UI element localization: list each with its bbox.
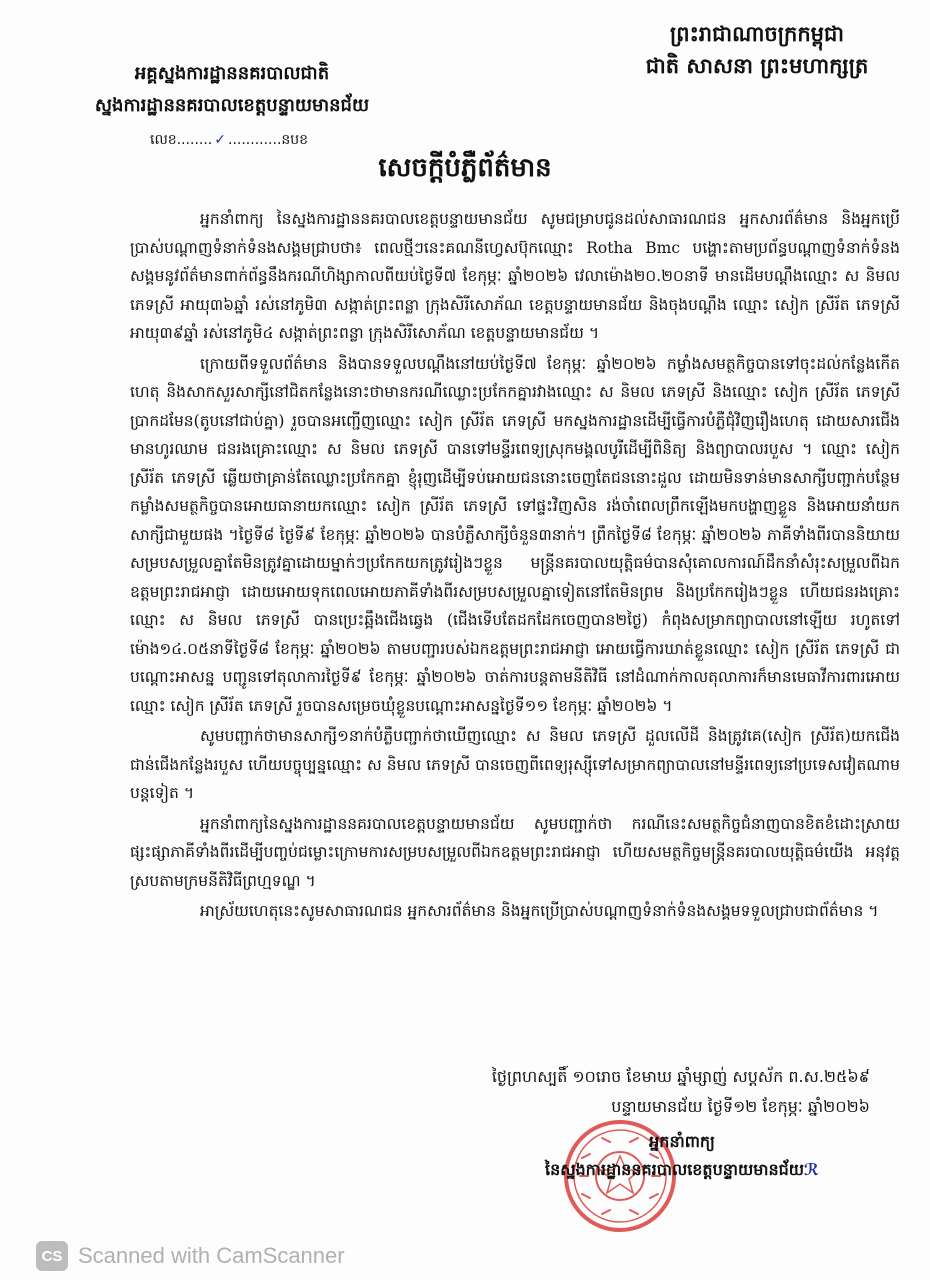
date-line (370, 1062, 870, 1122)
ref-mark: ✓ (214, 132, 226, 148)
ref-suffix: ............នបខ (228, 132, 309, 148)
document-title: សេចក្តីបំភ្លឺព័ត៌មាន (378, 153, 552, 183)
camscanner-logo-icon: CS (36, 1241, 68, 1271)
ministry-national: អគ្គស្នងការដ្ឋាននគរបាលជាតិ (134, 63, 330, 84)
signature-block (472, 1128, 892, 1184)
paragraph: អាស្រ័យហេតុនេះសូមសាធារណជន អ្នកសារព័ត៌មាន និងអ្នកប្រើប្រាស់បណ្តាញទំនាក់ទំនងសង្គមទទួលជ្រាបជាព័ត៌មាន ។ (200, 902, 879, 920)
kingdom-header (622, 18, 892, 82)
document-body (130, 205, 900, 928)
kingdom-name: ព្រះរាជាណាចក្រកម្ពុជា (669, 22, 844, 46)
signer-role: អ្នកនាំពាក្យ (649, 1132, 715, 1151)
paragraph: សូមបញ្ជាក់ថាមានសាក្សី១នាក់បំភ្លឺបញ្ជាក់ថាឃើញឈ្មោះ ស និមល ភេទស្រី ដួលលើដី និងត្រូវគេ(សៀក ស្រីរ័ត)យកជើងជាន់ជើងកន្លែងរបួស ហើយបច្ចុប្បន្នឈ្មោះ ស និមល ភេទស្រី បានចេញពីពេទ្យរុស្ស៊ីទៅសម្រាកព្យាបាលនៅមន្ទីរពេទ្យនៅប្រទេសវៀតណាមបន្តទៀត ។ (130, 727, 900, 802)
ministry-provincial: ស្នងការដ្ឋាននគរបាលខេត្តបន្ទាយមានជ័យ (94, 95, 370, 116)
paragraph: អ្នកនាំពាក្យ នៃស្នងការដ្ឋាននគរបាលខេត្តបន្ទាយមានជ័យ សូមជម្រាបជូនដល់សាធារណជន អ្នកសារព័ត៌មាន និងអ្នកប្រើប្រាស់បណ្តាញទំនាក់ទំនងសង្គមជ្រាបថា៖ ពេលថ្មីៗនេះគណនីហ្វេសប៊ុកឈ្មោះ Rotha Bmc បង្ហោះតាមប្រព័ន្ធបណ្តាញទំនាក់ទំនងសង្គមនូវព័ត៌មានពាក់ព័ន្ធនឹងករណីហិង្សាកាលពីយប់ថ្ងៃទី៧ ខែកុម្ភៈ ឆ្នាំ២០២៦ វេលាម៉ោង២០.២០នាទី មានដើមបណ្តឹងឈ្មោះ ស និមល ភេទស្រី អាយុ៣៦ឆ្នាំ រស់នៅភូមិ៣ សង្កាត់ព្រះពន្លា ក្រុងសិរីសោភ័ណ ខេត្តបន្ទាយមានជ័យ និងចុងបណ្តឹង ឈ្មោះ សៀក ស្រីរ័ត ភេទស្រី អាយុ៣៩ឆ្នាំ រស់នៅភូមិ៤ សង្កាត់ព្រះពន្លា ក្រុងសិរីសោភ័ណ ខេត្តបន្ទាយមានជ័យ ។ (130, 210, 900, 342)
ministry-header (62, 58, 402, 122)
signer-organization: នៃស្នងការដ្ឋាននគរបាលខេត្តបន្ទាយមានជ័យℛ (545, 1160, 819, 1179)
watermark-text: Scanned with CamScanner (78, 1243, 345, 1268)
lunar-date: ថ្ងៃព្រហស្បតិ៍ ១០រោច ខែមាឃ ឆ្នាំម្សាញ់ សប្តស័ក ព.ស.២៥៦៩ (491, 1067, 870, 1086)
signature-mark: ℛ (803, 1160, 819, 1179)
place-date: បន្ទាយមានជ័យ ថ្ងៃទី១២ ខែកុម្ភៈ ឆ្នាំ២០២៦ (611, 1097, 870, 1116)
paragraph: អ្នកនាំពាក្យនៃស្នងការដ្ឋាននគរបាលខេត្តបន្ទាយមានជ័យ សូមបញ្ជាក់ថា ករណីនេះសមត្ថកិច្ចជំនាញបានខិតខំដោះស្រាយផ្សះផ្សាភាគីទាំងពីរដើម្បីបញ្ចប់ជម្លោះក្រោមការសម្របសម្រួលពីឯកឧត្តមព្រះរាជអាជ្ញា ហើយសមត្ថកិច្ចមន្ត្រីនគរបាលយុត្តិធម៌យើង អនុវត្តស្របតាមក្រមនីតិវិធីព្រហ្មទណ្ឌ ។ (130, 814, 900, 890)
scanner-watermark (36, 1240, 345, 1272)
paragraph: ក្រោយពីទទួលព័ត៌មាន និងបានទទួលបណ្តឹងនៅយប់ថ្ងៃទី៧ ខែកុម្ភៈ ឆ្នាំ២០២៦ កម្លាំងសមត្ថកិច្ចបានទៅចុះដល់កន្លែងកើតហេតុ និងសាកសួរសាក្សីនៅជិតកន្លែងនោះថាមានករណីឈ្លោះប្រកែកគ្នារវាងឈ្មោះ ស និមល ភេទស្រី និងឈ្មោះ សៀក ស្រីរ័ត ភេទស្រី ប្រាកដមែន(តូបនៅជាប់គ្នា) រួចបានអញ្ជើញឈ្មោះ សៀក ស្រីរ័ត ភេទស្រី មកស្នងការដ្ឋានដើម្បីធ្វើការបំភ្លឺជុំវិញរឿងហេតុ ដោយសារជើងមានហូរឈាម ជនរងគ្រោះឈ្មោះ ស និមល ភេទស្រី បានទៅមន្ទីរពេទ្យស្រុកមង្គលបូរីដើម្បីពិនិត្យ និងព្យាបាលរបួស ។ ឈ្មោះ សៀក ស្រីរ័ត ភេទស្រី ឆ្លើយថាគ្រាន់តែឈ្លោះប្រកែកគ្នា ខ្ញុំរុញដើម្បីទប់អោយជននោះចេញតែជននោះដួល ដោយមិនទាន់មានសាក្សីបញ្ជាក់បន្ថែម កម្លាំងសមត្ថកិច្ចបានអោយធានាយកឈ្មោះ សៀក ស្រីរ័ត ភេទស្រី ទៅផ្ទះវិញសិន រង់ចាំពេលព្រឹកឡើងមកបង្ហាញខ្លួន និងអោយនាំយកសាក្សីជាមួយផង ។ថ្ងៃទី៨ ថ្ងៃទី៩ ខែកុម្ភៈ ឆ្នាំ២០២៦ បានបំភ្លឺសាក្សីចំនួន៣នាក់។ ព្រឹកថ្ងៃទី៨ ខែកុម្ភៈ ឆ្នាំ២០២៦ ភាគីទាំងពីរបាននិយាយសម្របសម្រួលគ្នាតែមិនត្រូវគ្នាដោយម្នាក់ៗប្រកែកយកត្រូវរៀងៗខ្លួន មន្ត្រីនគរបាលយុត្តិធម៌បានសុំគោលការណ៍ដឹកនាំសំរុះសម្រួលពីឯកឧត្តមព្រះរាជអាជ្ញា ដោយអោយទុកពេលអោយភាគីទាំងពីរសម្របសម្រួលគ្នាទៀតនៅតែមិនព្រម និងប្រកែករៀងៗខ្លួន ហើយជនរងគ្រោះឈ្មោះ ស និមល ភេទស្រី បានប្រេះឆ្អឹងជើងឆ្វេង (ជើងទើបតែដកដែកចេញបាន២ថ្ងៃ) កំពុងសម្រាកព្យាបាលនៅឡើយ រហូតទៅម៉ោង១៤.០៥នាទីថ្ងៃទី៨ ខែកុម្ភៈ ឆ្នាំ២០២៦ តាមបញ្ជារបស់ឯកឧត្តមព្រះរាជអាជ្ញា អោយធ្វើការឃាត់ខ្លួនឈ្មោះ សៀក ស្រីរ័ត ភេទស្រី ជាបណ្តោះអាសន្ន បញ្ជូនទៅតុលាការថ្ងៃទី៩ ខែកុម្ភៈ ឆ្នាំ២០២៦ ចាត់ការបន្តតាមនីតិវិធី នៅដំណាក់កាលតុលាការក៏មានមេធាវីការពារអោយឈ្មោះ សៀក ស្រីរ័ត ភេទស្រី រួចបានសម្រេចឃុំខ្លួនបណ្តោះអាសន្នថ្ងៃទី១១ ខែកុម្ភៈ ឆ្នាំ២០២៦ ។ (130, 354, 900, 715)
ref-prefix: លេខ........ (150, 132, 213, 148)
national-motto: ជាតិ សាសនា ព្រះមហាក្សត្រ (645, 54, 869, 78)
